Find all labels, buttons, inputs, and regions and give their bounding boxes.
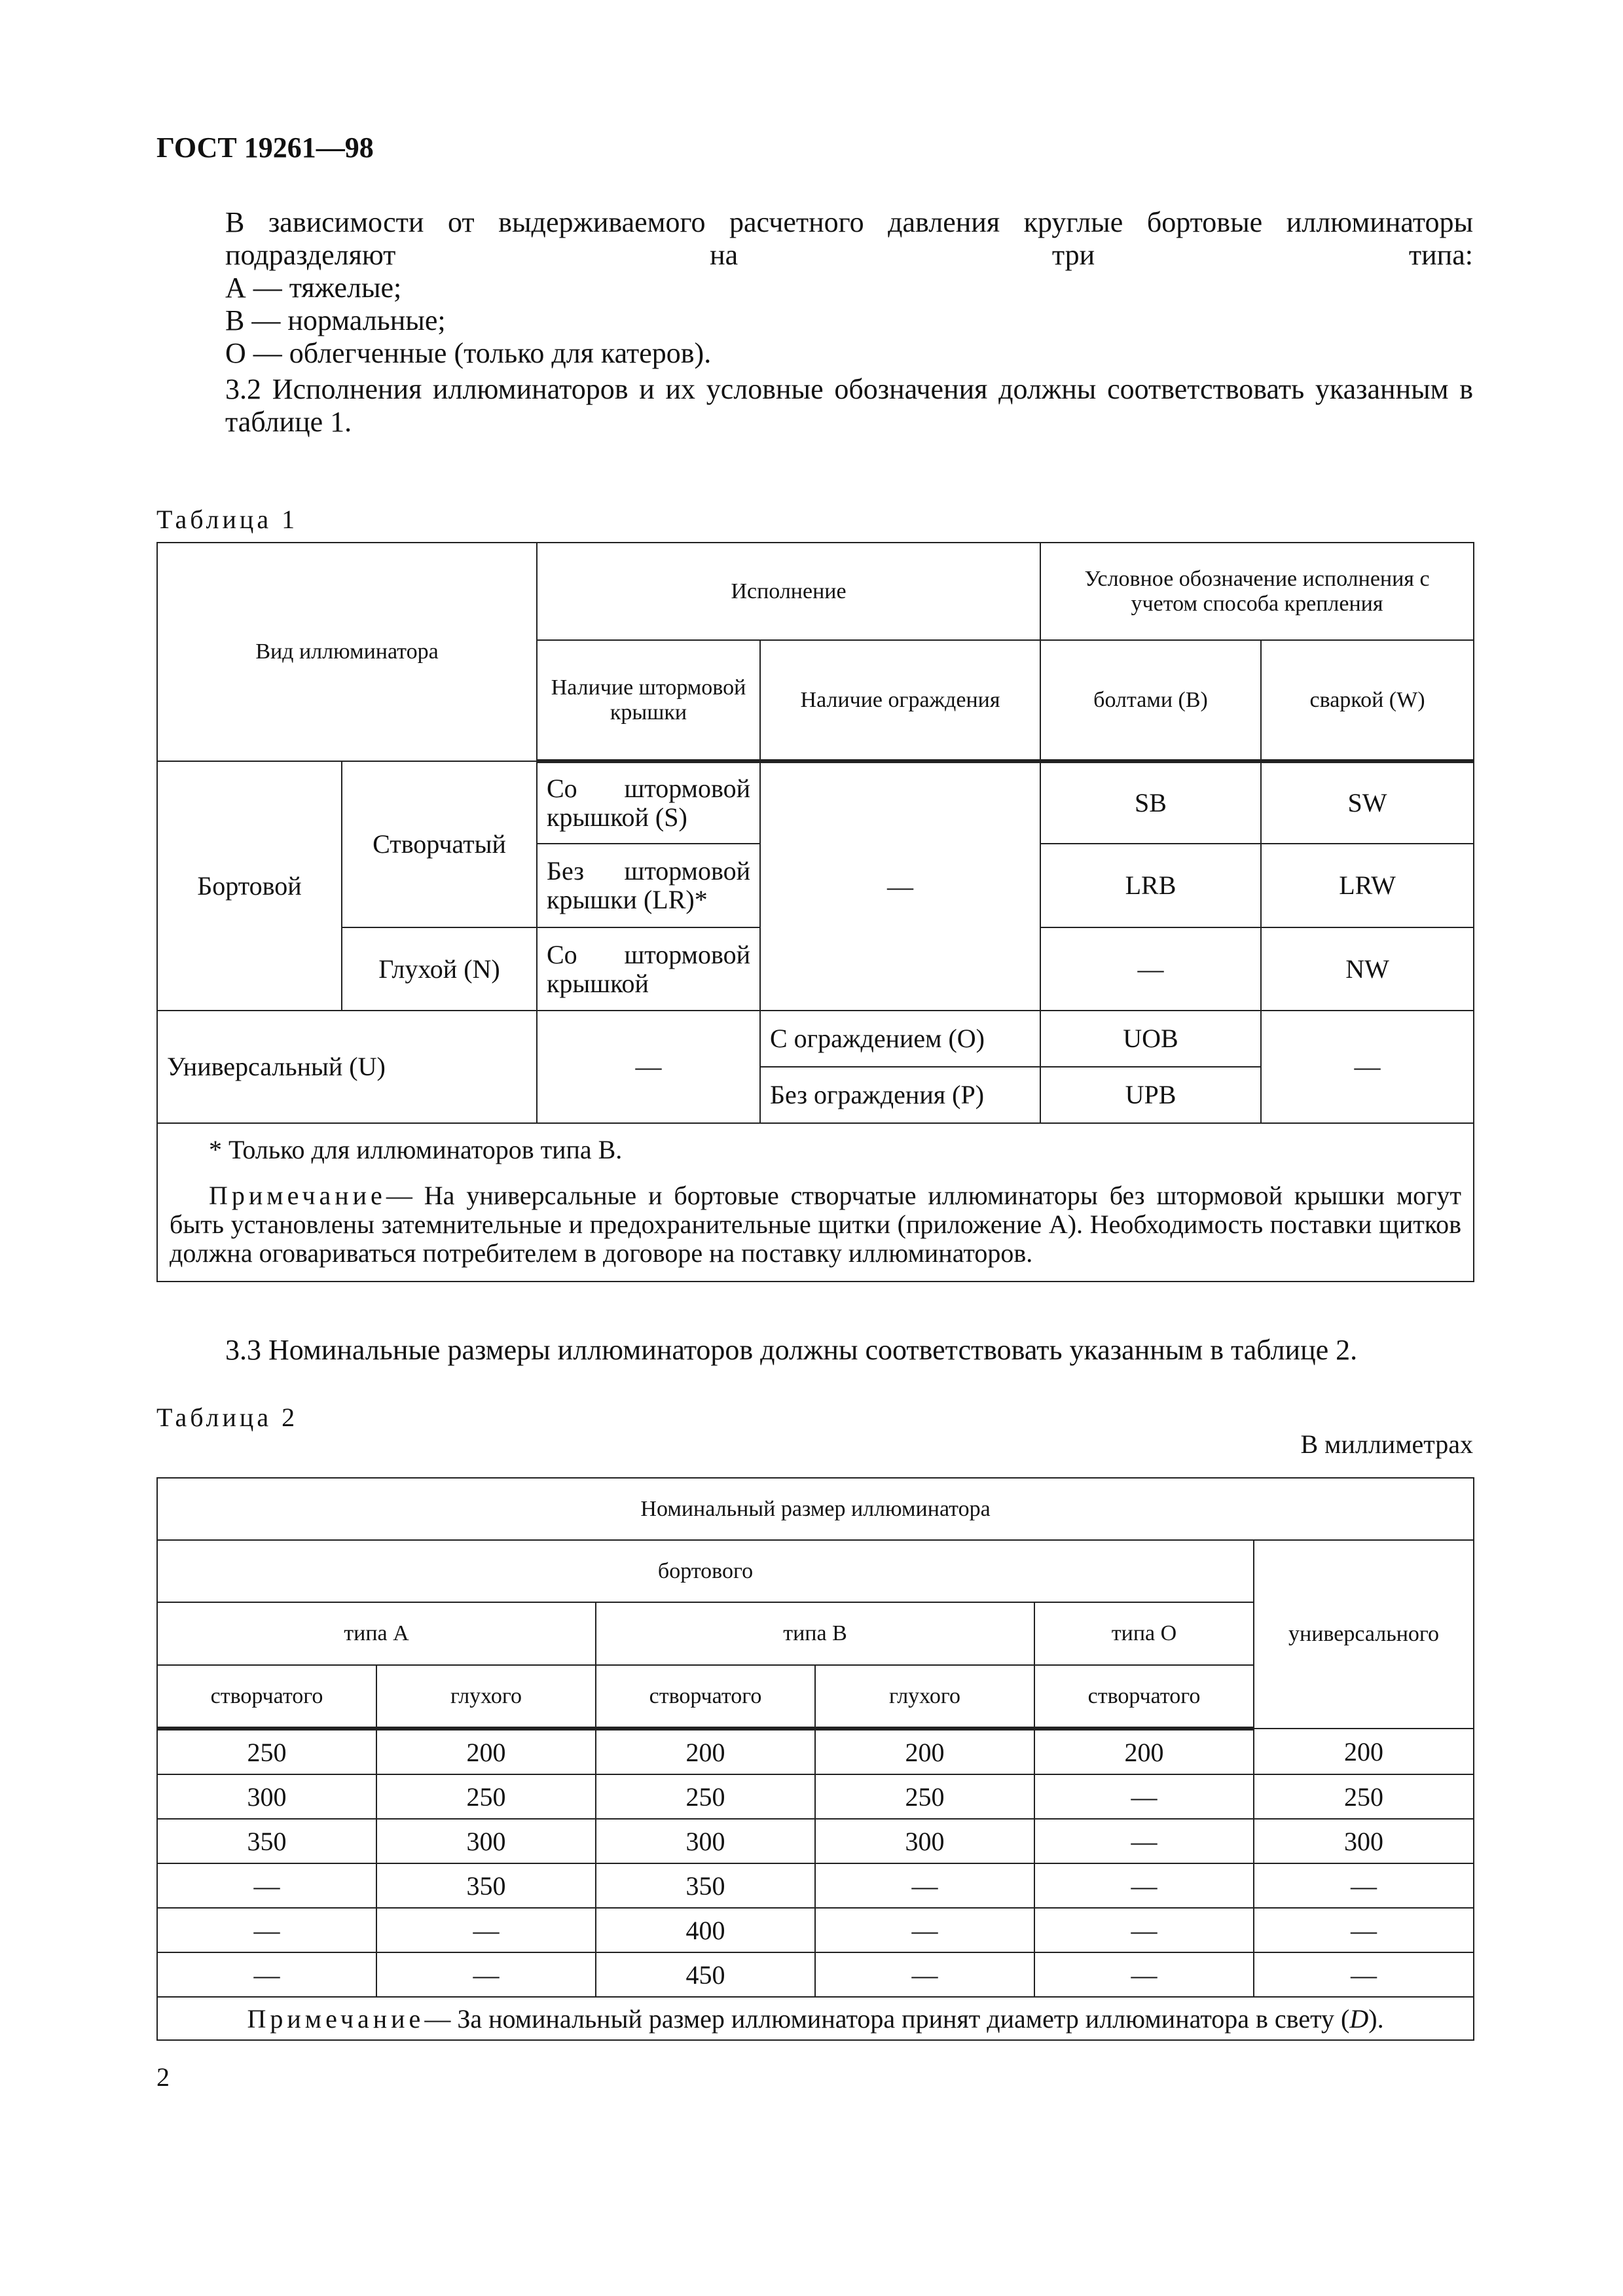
cell-univ-bolts-1: UPB <box>1040 1067 1261 1123</box>
cell-storm-0: Со штормовой крышкой (S) <box>537 761 760 844</box>
cell: — <box>1034 1952 1254 1997</box>
table-row <box>157 1774 1474 1819</box>
cell: — <box>1034 1774 1254 1819</box>
header-execution: Исполнение <box>537 543 1040 640</box>
table1-note <box>170 1181 1461 1268</box>
cell: 250 <box>1254 1774 1474 1819</box>
note-symbol-d: D <box>1349 2003 1369 2034</box>
type-o-line: О — облегченные (только для катеров). <box>225 337 712 369</box>
table-row <box>157 1908 1474 1952</box>
cell-universal-storm: — <box>537 1011 760 1123</box>
cell: — <box>1254 1908 1474 1952</box>
cell: 250 <box>596 1774 815 1819</box>
cell-weld-1: LRW <box>1261 844 1474 927</box>
note-label: Примечание <box>209 1181 386 1210</box>
cell-weld-2: NW <box>1261 927 1474 1011</box>
cell: 450 <box>596 1952 815 1997</box>
table-1 <box>156 542 1474 1282</box>
table2-units: В миллиметрах <box>1300 1429 1473 1459</box>
cell-bolts-1: LRB <box>1040 844 1261 927</box>
cell: — <box>815 1863 1034 1908</box>
cell: 300 <box>596 1819 815 1863</box>
table-row <box>157 1729 1474 1774</box>
cell: — <box>157 1863 376 1908</box>
table1-footnote: * Только для иллюминаторов типа B. <box>209 1135 623 1164</box>
note-text-post: ). <box>1368 2003 1384 2034</box>
cell: — <box>1034 1863 1254 1908</box>
clause-3-2: 3.2 Исполнения иллюминаторов и их условные обозначения должны соответствовать указанным в таблице 1. <box>225 373 1473 438</box>
cell-storm-1: Без штормовой крышки (LR)* <box>537 844 760 927</box>
cell: 250 <box>815 1774 1034 1819</box>
clause-3-3: 3.3 Номинальные размеры иллюминаторов должны соответствовать указанным в таблице 2. <box>225 1334 1358 1366</box>
cell: 200 <box>1034 1729 1254 1774</box>
cell-guard-dash: — <box>760 761 1040 1011</box>
cell-storm-2: Со штормовой крышкой <box>537 927 760 1011</box>
cell: — <box>376 1908 596 1952</box>
cell-weld-0: SW <box>1261 761 1474 844</box>
cell-stvorchaty: Створчатый <box>342 761 537 927</box>
cell: — <box>815 1908 1034 1952</box>
header-designation: Условное обозначение исполнения с учетом способа крепления <box>1040 543 1474 640</box>
note-label: Примечание <box>247 2003 425 2034</box>
header-bolts: болтами (B) <box>1040 640 1261 761</box>
header-guard: Наличие ограждения <box>760 640 1040 761</box>
cell: 350 <box>157 1819 376 1863</box>
cell-universal: Универсальный (U) <box>157 1011 537 1123</box>
header-col-3: глухого <box>815 1665 1034 1729</box>
note-text-pre: — За номинальный размер иллюминатора принят диаметр иллюминатора в свету ( <box>424 2003 1350 2034</box>
cell: — <box>157 1952 376 1997</box>
cell: — <box>376 1952 596 1997</box>
table-2 <box>156 1477 1474 2041</box>
table2-caption: Таблица 2 <box>156 1403 299 1432</box>
cell: 200 <box>596 1729 815 1774</box>
header-nominal: Номинальный размер иллюминатора <box>157 1478 1474 1540</box>
table2-note <box>157 1997 1474 2040</box>
cell-bolts-2: — <box>1040 927 1261 1011</box>
page-number: 2 <box>156 2062 170 2092</box>
header-universalnogo: универсального <box>1254 1540 1474 1729</box>
cell: 200 <box>815 1729 1034 1774</box>
cell-univ-bolts-0: UOB <box>1040 1011 1261 1067</box>
cell-univ-weld: — <box>1261 1011 1474 1123</box>
header-col-2: створчатого <box>596 1665 815 1729</box>
cell: 300 <box>1254 1819 1474 1863</box>
header-col-1: глухого <box>376 1665 596 1729</box>
header-col-0: створчатого <box>157 1665 376 1729</box>
header-bortovogo: бортового <box>157 1540 1254 1602</box>
cell: — <box>1034 1908 1254 1952</box>
header-type-o: типа О <box>1034 1602 1254 1665</box>
table-row <box>157 1819 1474 1863</box>
cell-univ-guard-1: Без ограждения (P) <box>760 1067 1040 1123</box>
header-welding: сваркой (W) <box>1261 640 1474 761</box>
cell-bortovoy: Бортовой <box>157 761 342 1011</box>
type-b-line: В — нормальные; <box>225 304 446 336</box>
table1-notes <box>157 1123 1474 1282</box>
table-row <box>157 1863 1474 1908</box>
header-kind: Вид иллюминатора <box>157 543 537 761</box>
cell: — <box>157 1908 376 1952</box>
cell-bolts-0: SB <box>1040 761 1261 844</box>
cell: — <box>815 1952 1034 1997</box>
header-storm-cover: Наличие штормовой крышки <box>537 640 760 761</box>
cell: — <box>1254 1952 1474 1997</box>
intro-paragraph: В зависимости от выдерживаемого расчетного давления круглые бортовые иллюминаторы подразделяют на три типа: <box>225 206 1473 271</box>
cell: 400 <box>596 1908 815 1952</box>
cell: 200 <box>1254 1729 1474 1774</box>
cell: 350 <box>596 1863 815 1908</box>
cell-gluhoy: Глухой (N) <box>342 927 537 1011</box>
cell-univ-guard-0: С ограждением (O) <box>760 1011 1040 1067</box>
header-col-4: створчатого <box>1034 1665 1254 1729</box>
cell: 300 <box>815 1819 1034 1863</box>
cell: 300 <box>157 1774 376 1819</box>
note-text: — На универсальные и бортовые створчатые иллюминаторы без штормовой крышки могут быть установлены затемнительные и предохранительные щитки (приложение А). Необходимость поставки щитков должна оговариваться потребителем в договоре на поставку иллюминаторов. <box>170 1181 1462 1268</box>
cell: 350 <box>376 1863 596 1908</box>
type-a-line: А — тяжелые; <box>225 272 402 304</box>
cell: 300 <box>376 1819 596 1863</box>
header-type-a: типа А <box>157 1602 596 1665</box>
table-row <box>157 1952 1474 1997</box>
cell: 200 <box>376 1729 596 1774</box>
header-type-b: типа В <box>596 1602 1034 1665</box>
cell: 250 <box>157 1729 376 1774</box>
table1-caption: Таблица 1 <box>156 505 299 534</box>
document-header: ГОСТ 19261—98 <box>156 132 374 164</box>
cell: — <box>1034 1819 1254 1863</box>
cell: 250 <box>376 1774 596 1819</box>
cell: — <box>1254 1863 1474 1908</box>
